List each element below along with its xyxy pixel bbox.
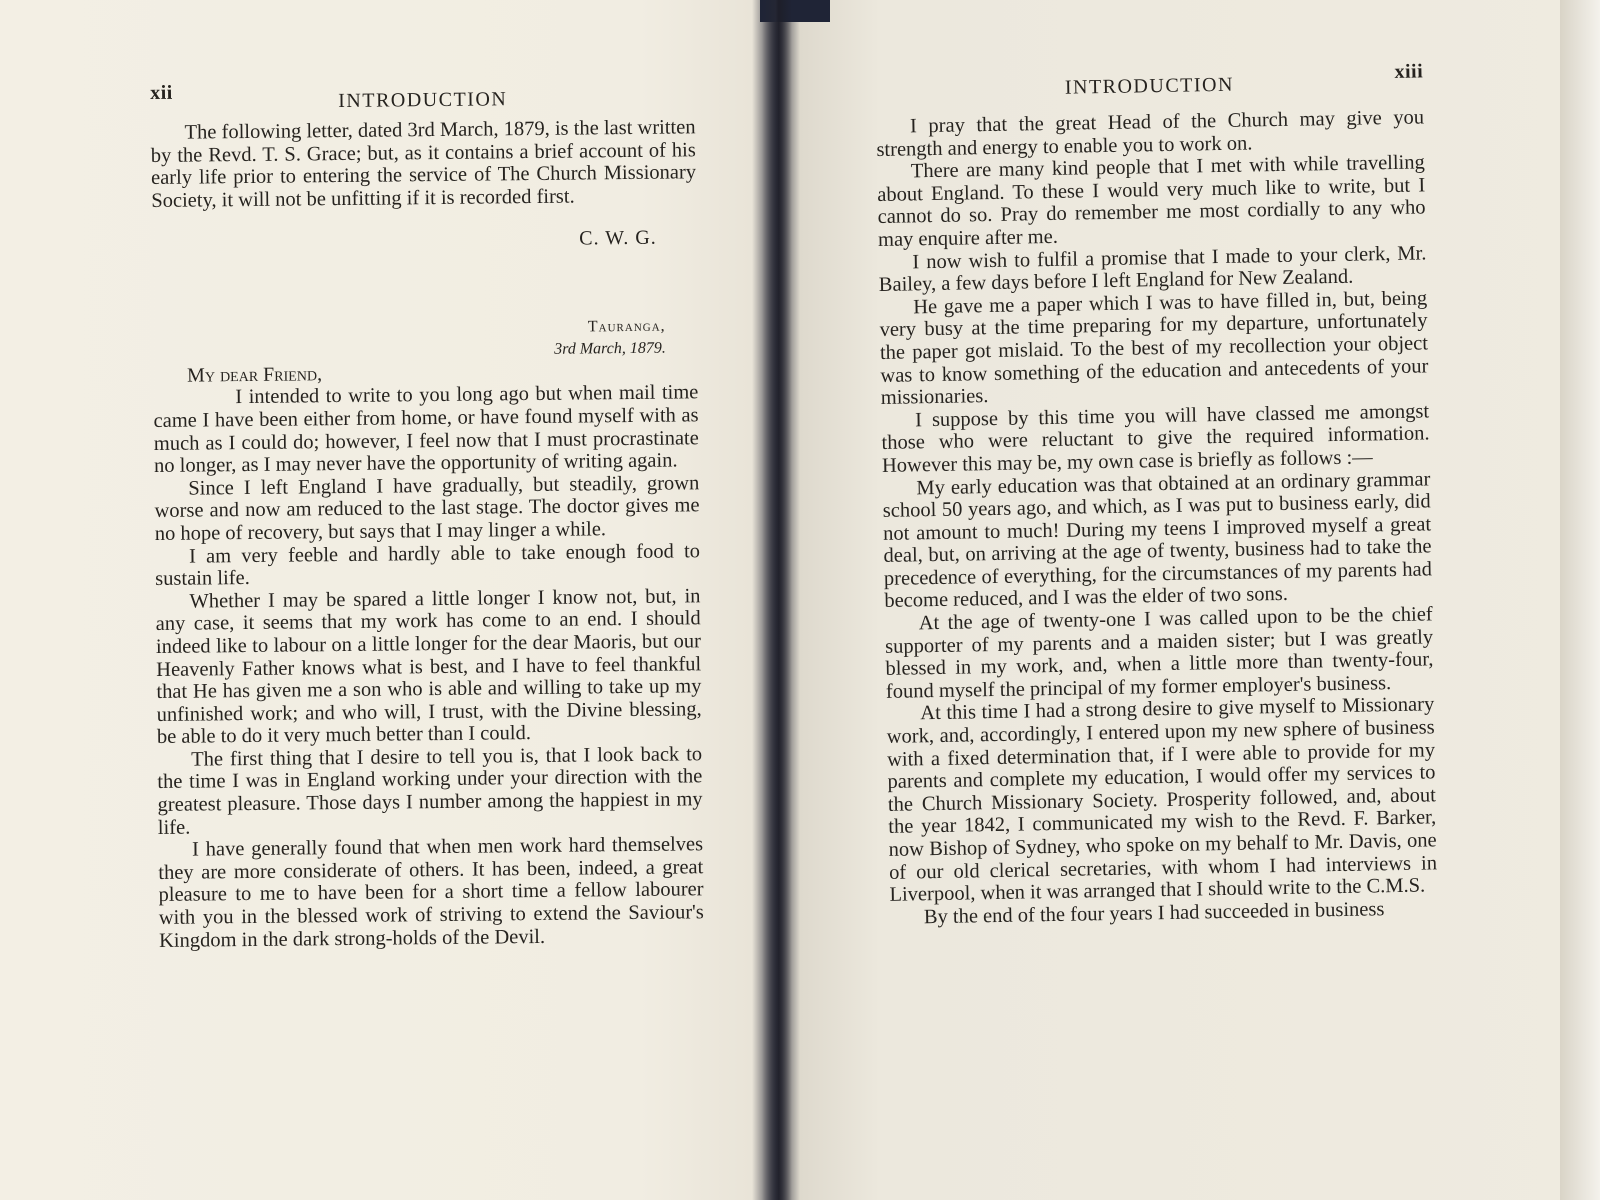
letter-paragraph: Whether I may be spared a little longer I know not, but, in any case, it seems that my work has come to an end. I should indeed like to labour on a little longer for the dear Maoris, but our Heavenly Father knows what is best, and I have to feel thankful that He has given me a son who is able and willing to take up my unfinished work; and who will, I trust, with the Divine blessing, be able to do it very much better than I could. — [155, 584, 702, 749]
letter-paragraph: I now wish to fulfil a promise that I made to your clerk, Mr. Bailey, a few days before I left England for New Zealand. — [878, 241, 1427, 297]
dateline-date: 3rd March, 1879. — [554, 339, 666, 359]
letter-paragraph: I intended to write to you long ago but when mail time came I have been either from home, or have found myself with as much as I could do; however, I feel now that I must procrastinate no longer, as I may never have the opportunity of writing again. — [153, 381, 699, 478]
letter-paragraph: At the age of twenty-one I was called upon to be the chief supporter of my parents and a maiden sister; but I was greatly blessed in my work, and, when a little more than twenty-four, found myself the principal of my former employer's business. — [884, 603, 1434, 703]
letter-paragraph: He gave me a paper which I was to have filled in, but, being very busy at the time preparing for my departure, unfortunately the paper got mislaid. To the best of my recollection your object was to know something of the education and antecedents of your missionaries. — [879, 287, 1429, 410]
page-number: xii — [150, 81, 173, 104]
letter-paragraph: I suppose by this time you will have classed me amongst those who were reluctant to give the required information. However this may be, my own case is briefly as follows :— — [881, 400, 1430, 477]
letter-dateline — [153, 316, 666, 365]
book-gutter — [762, 0, 792, 1200]
left-page — [150, 72, 704, 952]
dateline-place: Tauranga, — [587, 317, 666, 336]
right-page — [875, 56, 1438, 929]
intro-paragraph: The following letter, dated 3rd March, 1879, is the last written by the Revd. T. S. Grace; but, as it contains a brief account of his early life prior to entering the service of The Church Missionary Society, it will not be unfitting if it is recorded first. — [150, 116, 697, 212]
page-number: xiii — [1394, 60, 1424, 83]
book-cover-right-edge — [1560, 0, 1600, 1200]
letter-paragraph: At this time I had a strong desire to give myself to Missionary work, and, accordingly, I entered upon my new sphere of business with a fixed determination that, if I were able to provide for my parents and complete my education, I would offer my services to the Church Missionary Society. Prosperity followed, and, about the year 1842, I communicated my wish to the Revd. F. Barker, now Bishop of Sydney, who spoke on my behalf to Mr. Davis, one of our old clerical secretaries, with whom I had interviews in Liverpool, when it was arranged that I should write to the C.M.S. — [886, 693, 1438, 907]
right-page-header — [875, 56, 1424, 106]
running-title: INTRODUCTION — [338, 88, 508, 113]
letter-paragraph: I have generally found that when men work hard themselves they are more considerate of others. It has been, indeed, a great pleasure to me to have been for a short time a fellow labourer with you in the blessed work of striving to extend the Saviour's Kingdom in the dark strong-holds of the Devil. — [158, 833, 704, 952]
letter-paragraph: There are many kind people that I met with while travelling about England. To these I would very much like to write, but I cannot do so. Pray do remember me most cordially to any who may enquire after me. — [877, 151, 1426, 251]
left-page-header — [150, 72, 695, 118]
letter-paragraph: The first thing that I desire to tell you is, that I look back to the time I was in England working under your direction with the greatest pleasure. Those days I number among the happiest in my life. — [157, 743, 703, 839]
letter-paragraph: I am very feeble and hardly able to take enough food to sustain life. — [155, 539, 701, 591]
letter-paragraph: By the end of the four years I had succeeded in business — [923, 898, 1385, 929]
running-title: INTRODUCTION — [1064, 73, 1235, 99]
signature: C. W. G. — [579, 227, 657, 250]
letter-paragraph: My early education was that obtained at an ordinary grammar school 50 years ago, and which, as I was put to business early, did not amount to much! During my teens I improved myself a great deal, but, on arriving at the age of twenty, business had to take the precedence of everything, for the circumstances of my parents had become reduced, and I was the elder of two sons. — [882, 467, 1433, 613]
salutation: My dear Friend, — [187, 363, 323, 388]
letter-paragraph: Since I left England I have gradually, but steadily, grown worse and now am reduced to the last stage. The doctor gives me no hope of recovery, but says that I may linger a while. — [154, 472, 700, 545]
letter-paragraph: I pray that the great Head of the Church may give you strength and energy to enable you to work on. — [876, 106, 1425, 161]
